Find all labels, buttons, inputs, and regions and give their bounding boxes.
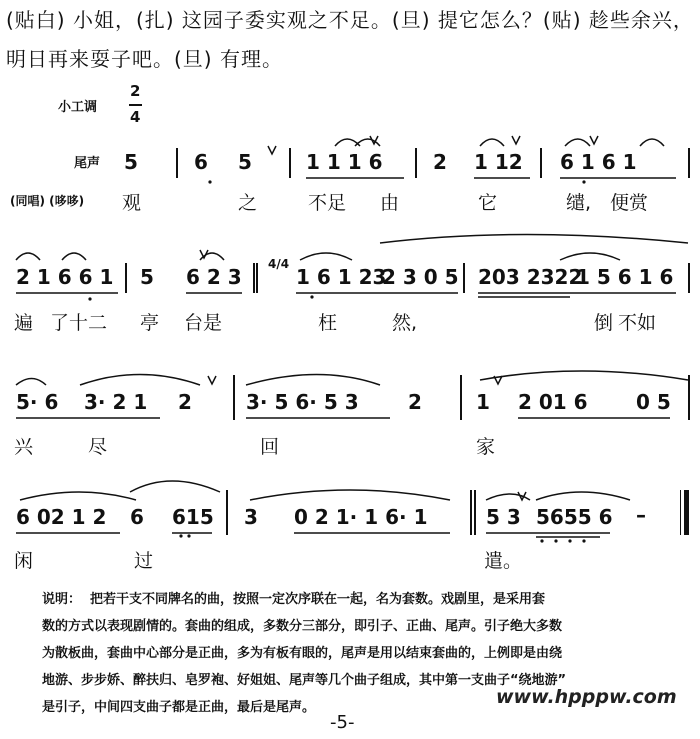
notes-row4-m3a: 5 3 — [486, 505, 521, 529]
lyric: 它 — [478, 192, 498, 214]
watermark: www.hpppw.com — [496, 686, 677, 708]
notes-row3-m2a: 3· 5 6· 5 3 — [246, 390, 359, 414]
notes-row1-m2b: 5 — [238, 150, 252, 174]
lyric: 家 — [476, 436, 496, 458]
lyric: 过 — [134, 550, 154, 572]
lyric: 倒 — [594, 312, 614, 334]
notes-row3-m1b: 3· 2 1 — [84, 390, 148, 414]
explanation-line: 把若干支不同牌名的曲，按照一定次序联在一起，名为套数。戏剧里，是采用套 — [90, 592, 546, 607]
section-label: 尾声 — [74, 156, 101, 171]
notes-row2-m4a: 203 2322 — [478, 265, 583, 289]
lyric: 了十二 — [50, 312, 108, 334]
notes-row4-m1c: 615 — [172, 505, 214, 529]
notes-row4-m3b: 5655 6 — [536, 505, 613, 529]
notes-row4-m2a: 3 — [244, 505, 258, 529]
time-signature-bottom: 4 — [130, 108, 141, 126]
notes-row1-m3: 1 1 1 6 — [306, 150, 383, 174]
explanation-line: 是引子，中间四支曲子都是正曲，最后是尾声。 — [42, 700, 316, 715]
notes-row4-m2b: 0 2 1· 1 6· 1 — [294, 505, 428, 529]
notes-row1-m4b: 1 12 — [474, 150, 523, 174]
lyric: 遍 — [14, 312, 34, 334]
notes-row3-m3b: 2 01 6 — [518, 390, 588, 414]
lyric: 枉 — [318, 312, 338, 334]
notes-row2-m4b: 1 5 6 1 6 — [576, 265, 674, 289]
lyric: 观 — [122, 192, 142, 214]
lyric: 遣。 — [484, 550, 523, 572]
notes-row1-m1: 5 — [124, 150, 138, 174]
lyric: 缱, — [566, 192, 592, 214]
lyric: 之 — [238, 192, 258, 214]
notes-row2-m3a: 1 6 1 23 — [296, 265, 387, 289]
notes-row2-m2a: 5 — [140, 265, 154, 289]
lyric: 亭 — [140, 312, 160, 334]
dialogue-line-1: (贴白) 小姐，(扎) 这园子委实观之不足。(旦) 提它怎么？(贴) 趁些余兴， — [6, 8, 694, 32]
notes-row4-m1a: 6 02 1 2 — [16, 505, 107, 529]
explanation-lead: 说明： — [42, 592, 82, 607]
singers-label: (同唱) (哆哆) — [10, 194, 85, 208]
lyric: 便赏 — [610, 192, 649, 214]
notes-row1-m4a: 2 — [433, 150, 447, 174]
mode-label: 小工调 — [58, 100, 98, 115]
notes-row4-m1b: 6 — [130, 505, 144, 529]
lyric: 尽 — [88, 436, 108, 458]
notes-row3-m1a: 5· 6 — [16, 390, 59, 414]
lyric: 台是 — [184, 312, 223, 334]
lyric: 然, — [392, 312, 418, 334]
notes-row1-m5: 6 1 6 1 — [560, 150, 637, 174]
notes-row3-m1c: 2 — [178, 390, 192, 414]
lyric: 回 — [260, 436, 280, 458]
time-change: 4/4 — [268, 257, 290, 271]
lyric: 兴 — [14, 436, 34, 458]
lyric: 不足 — [308, 192, 347, 214]
explanation-line: 地游、步步娇、醉扶归、皂罗袍、好姐姐、尾声等几个曲子组成，其中第一支曲子“绕地游” — [42, 673, 567, 688]
notes-row4-m3c: – — [636, 503, 646, 527]
explanation-line: 数的方式以表现剧情的。套曲的组成，多数分三部分，即引子、正曲、尾声。引子绝大多数 — [42, 619, 563, 634]
lyric: 闲 — [14, 550, 34, 572]
page-number: -5- — [330, 712, 355, 733]
notes-row3-m3a: 1 — [476, 390, 490, 414]
dialogue-line-2: 明日再来耍子吧。(旦) 有理。 — [6, 47, 283, 71]
notes-row1-m2a: 6 — [194, 150, 208, 174]
notes-row3-m2b: 2 — [408, 390, 422, 414]
notes-row3-m3c: 0 5 — [636, 390, 671, 414]
time-signature-top: 2 — [130, 82, 141, 100]
notes-row2-m3b: 2 3 0 5 — [382, 265, 459, 289]
notes-row2-m1: 2 1 6 6 1 — [16, 265, 114, 289]
lyric: 由 — [380, 192, 400, 214]
notes-row2-m2b: 6 2 3 — [186, 265, 242, 289]
explanation-line: 为散板曲，套曲中心部分是正曲，多为有板有眼的，尾声是用以结束套曲的，上例即是由绕 — [42, 646, 563, 661]
lyric: 不如 — [618, 312, 657, 334]
